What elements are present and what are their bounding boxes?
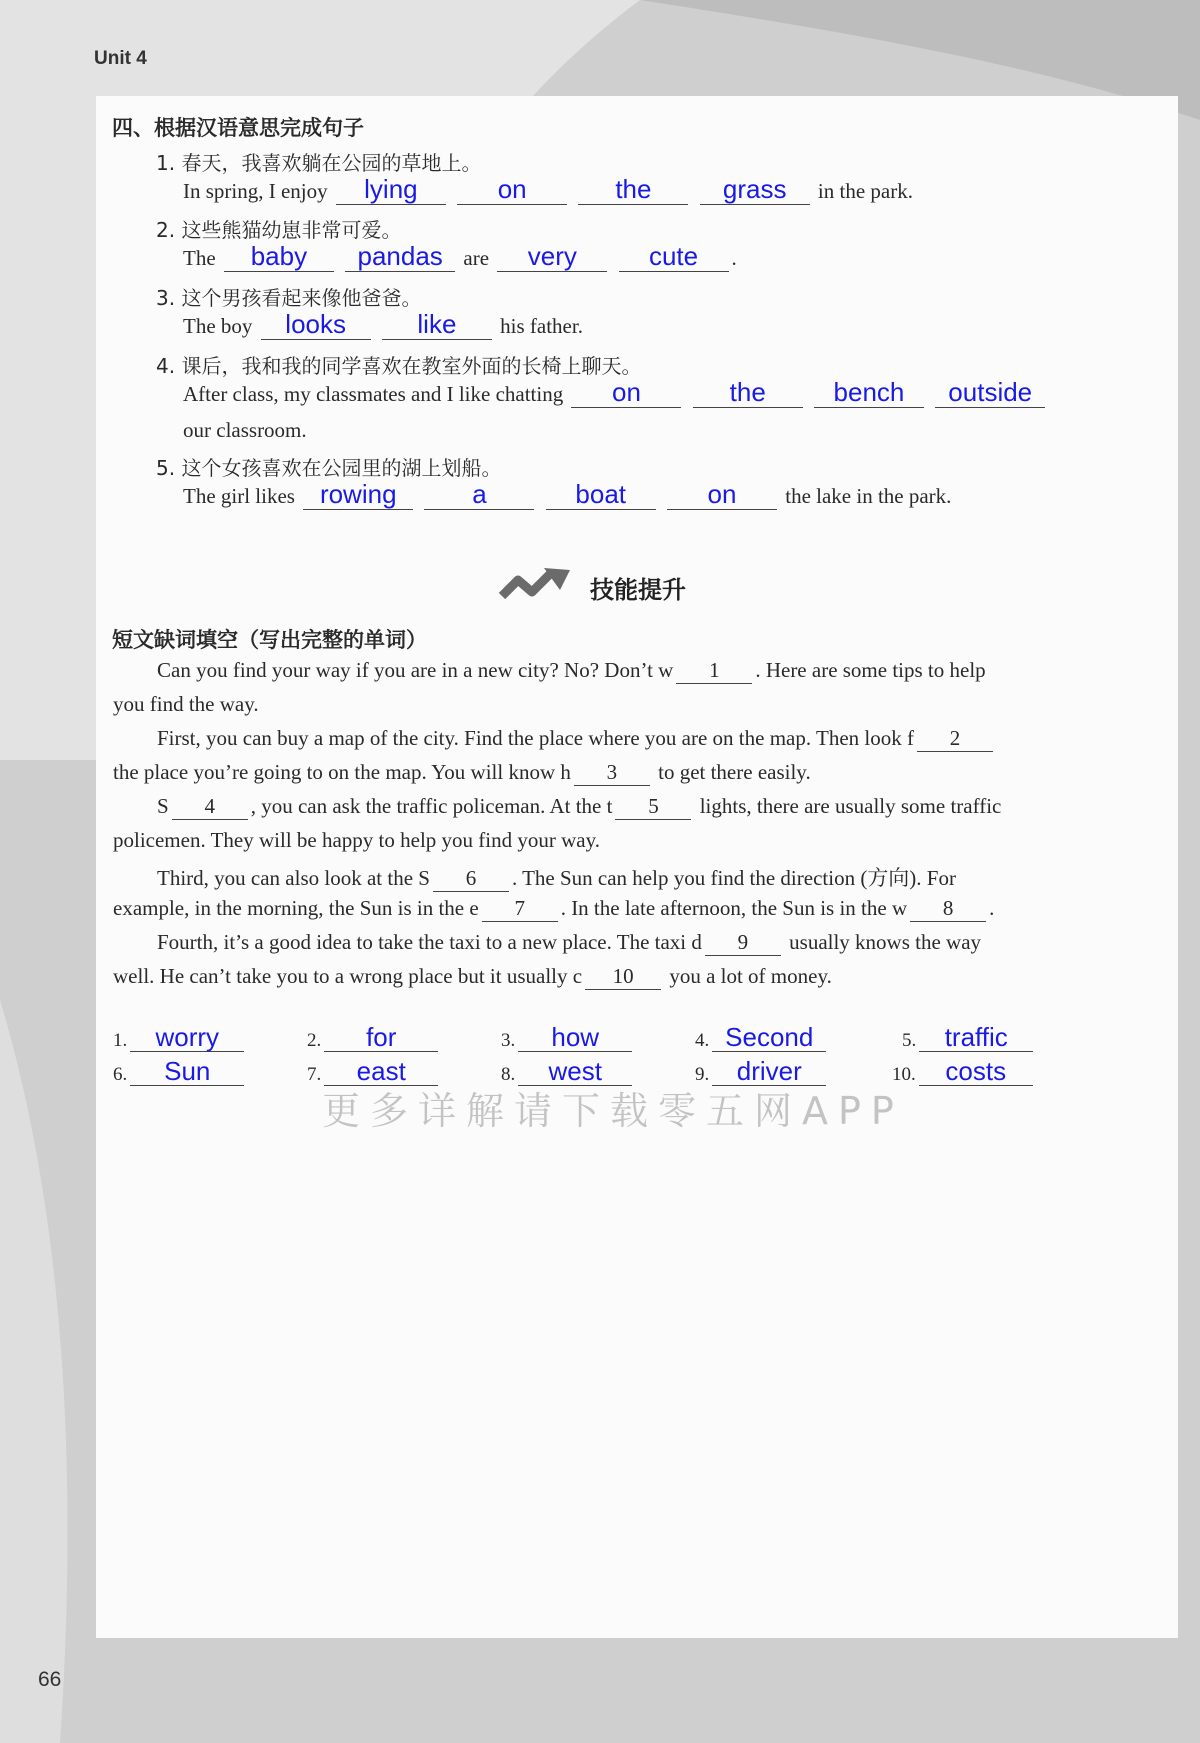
answer-text: for (366, 1022, 397, 1052)
sentence-text: his father. (500, 314, 583, 338)
passage-text: . (989, 896, 995, 920)
cloze-blank[interactable] (172, 794, 248, 820)
sentence-text: in the park. (817, 179, 913, 203)
passage-text: Can you find your way if you are in a new city? No? Don’t w (157, 658, 674, 682)
answer-number: 6. (113, 1064, 128, 1085)
cloze-heading: 短文缺词填空（写出完整的单词） (112, 628, 427, 652)
blank-number: 1 (709, 658, 720, 682)
cloze-blank[interactable] (917, 726, 993, 752)
answer-text: costs (945, 1056, 1007, 1086)
blank-number: 7 (514, 896, 525, 920)
blank-number: 5 (648, 794, 659, 818)
item-number: 1. (156, 151, 176, 175)
answer-blank[interactable] (303, 481, 413, 510)
sentence-text: In spring, I enjoy (183, 179, 328, 203)
answer-blank[interactable] (546, 481, 656, 510)
cloze-blank[interactable] (615, 794, 691, 820)
item-number: 5. (156, 456, 176, 480)
cloze-blank[interactable] (705, 930, 781, 956)
sentence-text: . (731, 246, 737, 270)
answer-slot-3 (501, 1024, 635, 1052)
answer-text: a (472, 479, 487, 509)
item4-english-line2: our classroom. (183, 418, 307, 442)
answer-blank[interactable] (693, 379, 803, 408)
answer-slot-10 (892, 1058, 1036, 1086)
answer-text: Sun (164, 1056, 211, 1086)
answer-text: boat (575, 479, 627, 509)
sentence-text: the lake in the park. (785, 484, 952, 508)
answer-blank[interactable] (935, 379, 1045, 408)
answer-slot-2 (307, 1024, 441, 1052)
answer-slot-4 (695, 1024, 829, 1052)
item-number: 3. (156, 286, 176, 310)
answer-slot-5 (902, 1024, 1036, 1052)
cloze-blank[interactable] (433, 866, 509, 892)
cloze-blank[interactable] (482, 896, 558, 922)
answer-blank[interactable] (130, 1058, 244, 1086)
answer-blank[interactable] (224, 243, 334, 272)
passage-text: usually knows the way (789, 930, 982, 954)
passage-text: S (157, 794, 169, 818)
blank-number: 6 (465, 866, 477, 890)
blank-number: 2 (949, 726, 961, 750)
answer-blank[interactable] (619, 243, 729, 272)
blank-number: 9 (737, 930, 749, 954)
chinese-sentence: 春天，我喜欢躺在公园的草地上。 (181, 151, 482, 175)
cloze-blank[interactable] (910, 896, 986, 922)
page-number: 66 (38, 1668, 62, 1691)
answer-blank[interactable] (814, 379, 924, 408)
answer-blank[interactable] (130, 1024, 244, 1052)
passage-text: . Here are some tips to help (755, 658, 986, 682)
chinese-sentence: 这个男孩看起来像他爸爸。 (181, 286, 422, 310)
answer-text: bench (833, 377, 905, 407)
answer-text: the (729, 377, 766, 407)
section4-heading: 四、根据汉语意思完成句子 (112, 116, 364, 140)
answer-text: outside (948, 377, 1033, 407)
passage-text: . In the late afternoon, the Sun is in the w (560, 896, 908, 920)
answer-text: lying (364, 174, 418, 204)
answer-text: rowing (319, 479, 397, 509)
answer-blank[interactable] (324, 1024, 438, 1052)
answer-text: baby (250, 241, 308, 271)
passage-text: Third, you can also look at the S (157, 866, 430, 890)
passage-text: the place you’re going to on the map. You will know h (113, 760, 571, 784)
answer-blank[interactable] (345, 243, 455, 272)
blank-number: 3 (606, 760, 618, 784)
answer-text: how (551, 1022, 600, 1052)
answer-blank[interactable] (578, 176, 688, 205)
answer-number: 3. (501, 1030, 516, 1051)
answer-blank[interactable] (424, 481, 534, 510)
passage-text: you a lot of money. (669, 964, 832, 988)
item1-english (183, 176, 913, 205)
answer-slot-1 (113, 1024, 247, 1052)
trend-up-icon (498, 566, 576, 602)
answer-number: 4. (695, 1030, 710, 1051)
passage-text: Fourth, it’s a good idea to take the taxi to a new place. The taxi d (157, 930, 702, 954)
item4-chinese (156, 350, 641, 379)
answer-text: west (548, 1056, 602, 1086)
cloze-line (113, 964, 832, 990)
answer-number: 2. (307, 1030, 322, 1051)
cloze-line (157, 726, 996, 752)
answer-number: 5. (902, 1030, 917, 1051)
answer-blank[interactable] (518, 1024, 632, 1052)
sentence-text: After class, my classmates and I like chatting (183, 382, 564, 406)
cloze-line (157, 930, 981, 956)
cloze-line (157, 658, 986, 684)
unit-label: Unit 4 (94, 48, 147, 69)
item4-english (183, 379, 1048, 408)
answer-blank[interactable] (457, 176, 567, 205)
item1-chinese (156, 147, 481, 176)
passage-text: to get there easily. (658, 760, 811, 784)
answer-text: very (527, 241, 577, 271)
item5-english (183, 481, 951, 510)
item5-chinese (156, 452, 501, 481)
answer-text: pandas (357, 241, 443, 271)
answer-number: 8. (501, 1064, 516, 1085)
passage-text: well. He can’t take you to a wrong place but it usually c (113, 964, 583, 988)
chinese-sentence: 课后，我和我的同学喜欢在教室外面的长椅上聊天。 (181, 354, 642, 378)
answer-text: looks (285, 309, 346, 339)
answer-text: on (707, 479, 737, 509)
answer-text: cute (648, 241, 699, 271)
sentence-text: are (463, 246, 490, 270)
answer-blank[interactable] (497, 243, 607, 272)
answer-number: 1. (113, 1030, 128, 1051)
answer-text: on (497, 174, 527, 204)
skills-title: 技能提升 (590, 576, 686, 604)
passage-text: . The Sun can help you find the direction (方向). For (511, 866, 956, 890)
cloze-line: you find the way. (113, 692, 259, 716)
cloze-blank[interactable] (585, 964, 661, 990)
cloze-blank[interactable] (676, 658, 752, 684)
answer-text: worry (155, 1022, 220, 1052)
item2-english (183, 243, 737, 272)
answer-blank[interactable] (919, 1024, 1033, 1052)
answer-blank[interactable] (712, 1024, 826, 1052)
answer-text: driver (736, 1056, 802, 1086)
sentence-text: The (183, 246, 216, 270)
answer-text: traffic (944, 1022, 1008, 1052)
answer-number: 7. (307, 1064, 322, 1085)
answer-blank[interactable] (571, 379, 681, 408)
answer-text: the (615, 174, 652, 204)
answer-text: Second (725, 1022, 814, 1052)
sentence-text: The girl likes (183, 484, 295, 508)
blank-number: 4 (204, 794, 215, 818)
answer-slot-6 (113, 1058, 247, 1086)
answer-number: 9. (695, 1064, 710, 1085)
answer-text: like (417, 309, 457, 339)
answer-blank[interactable] (382, 311, 492, 340)
cloze-line (113, 896, 994, 922)
chinese-sentence: 这个女孩喜欢在公园里的湖上划船。 (181, 456, 502, 480)
answer-blank[interactable] (336, 176, 446, 205)
cloze-blank[interactable] (574, 760, 650, 786)
answer-text: grass (722, 174, 787, 204)
item-number: 2. (156, 218, 176, 242)
chinese-sentence: 这些熊猫幼崽非常可爱。 (181, 218, 402, 242)
sentence-text: The boy (183, 314, 253, 338)
passage-text: example, in the morning, the Sun is in the e (113, 896, 479, 920)
passage-text: First, you can buy a map of the city. Find the place where you are on the map. Then look f (157, 726, 914, 750)
answer-blank[interactable] (919, 1058, 1033, 1086)
item-number: 4. (156, 354, 176, 378)
cloze-line (113, 760, 811, 786)
answer-text: east (356, 1056, 406, 1086)
answer-blank[interactable] (700, 176, 810, 205)
answer-blank[interactable] (261, 311, 371, 340)
cloze-line (157, 794, 1001, 820)
cloze-line (157, 862, 956, 892)
cloze-line: policemen. They will be happy to help you find your way. (113, 828, 600, 852)
passage-text: lights, there are usually some traffic (699, 794, 1002, 818)
answer-text: on (612, 377, 641, 407)
item3-chinese (156, 282, 421, 311)
item3-english (183, 311, 583, 340)
blank-number: 8 (942, 896, 954, 920)
blank-number: 10 (612, 964, 634, 988)
answer-number: 10. (892, 1064, 916, 1085)
answer-blank[interactable] (667, 481, 777, 510)
watermark: 更多详解请下载零五网APP (322, 1089, 904, 1133)
passage-text: , you can ask the traffic policeman. At the t (250, 794, 613, 818)
item2-chinese (156, 214, 401, 243)
